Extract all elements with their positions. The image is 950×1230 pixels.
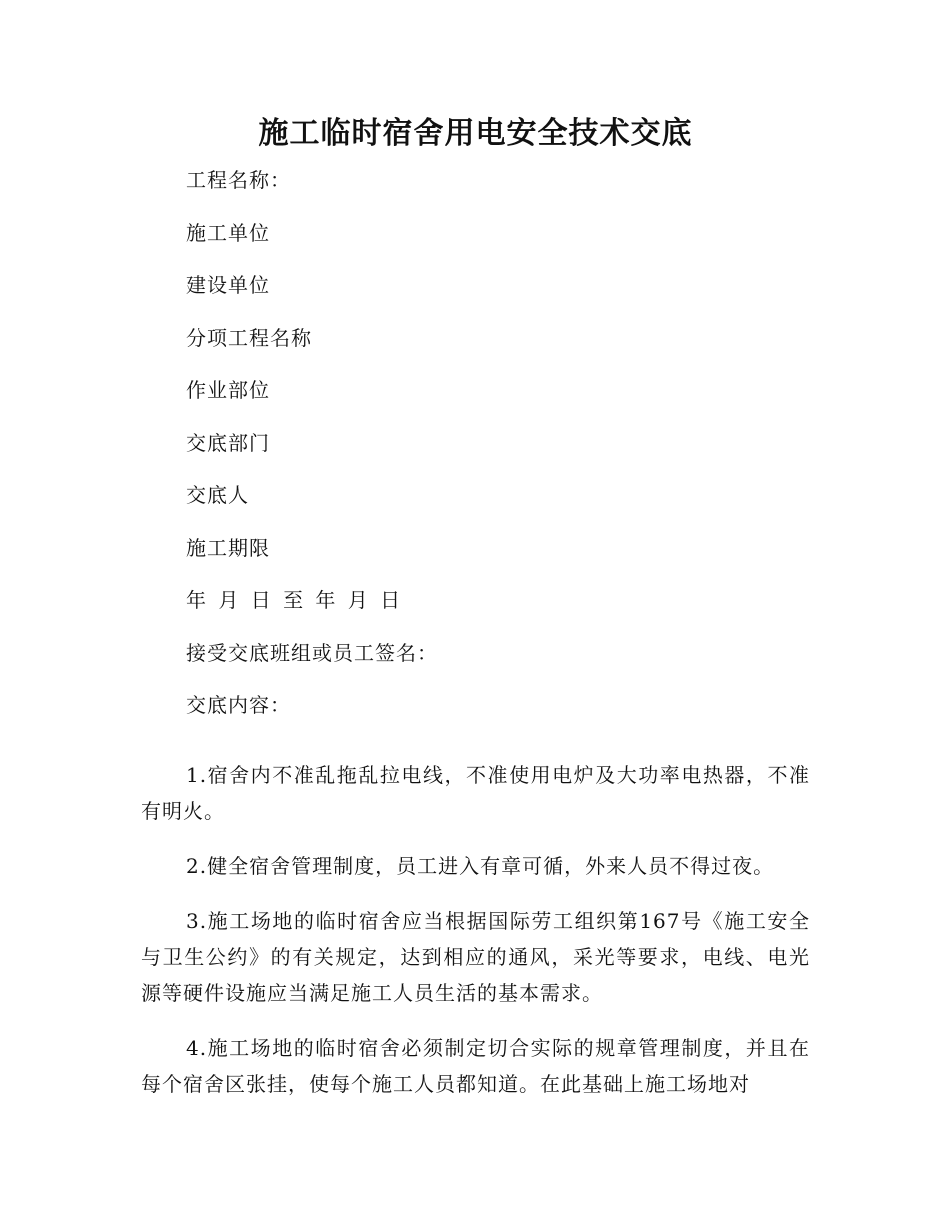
field-recipient-signature: 接受交底班组或员工签名： [186,640,438,665]
field-project-name: 工程名称： [186,168,291,192]
content-paragraph-3: 3.施工场地的临时宿舍应当根据国际劳工组织第167号《施工安全与卫生公约》的有关规定，达到相应的通风，采光等要求，电线、电光源等硬件设施应当满足施工人员生活的基本需求。 [141,908,810,1005]
header-fields [141,165,810,743]
field-briefer: 交底人 [186,483,249,507]
content-paragraph-4: 4.施工场地的临时宿舍必须制定切合实际的规章管理制度，并且在每个宿舍区张挂，使每个施工人员都知道。在此基础上施工场地对 [141,1035,810,1096]
field-developer-unit: 建设单位 [186,273,270,297]
field-briefing-department: 交底部门 [186,430,270,455]
content-paragraph-2: 2.健全宿舍管理制度，员工进入有章可循，外来人员不得过夜。 [186,853,775,878]
field-sub-project-name: 分项工程名称 [186,325,312,350]
field-date-range: 年 月 日 至 年 月 日 [186,588,401,612]
document-title: 施工临时宿舍用电安全技术交底 [258,116,693,151]
briefing-content [141,757,810,1102]
field-construction-period: 施工期限 [186,535,270,560]
field-work-location: 作业部位 [186,378,270,402]
field-briefing-content-label: 交底内容： [186,693,291,717]
content-paragraph-1: 1.宿舍内不准乱拖乱拉电线，不准使用电炉及大功率电热器，不准有明火。 [141,762,810,823]
field-construction-unit: 施工单位 [186,220,270,245]
